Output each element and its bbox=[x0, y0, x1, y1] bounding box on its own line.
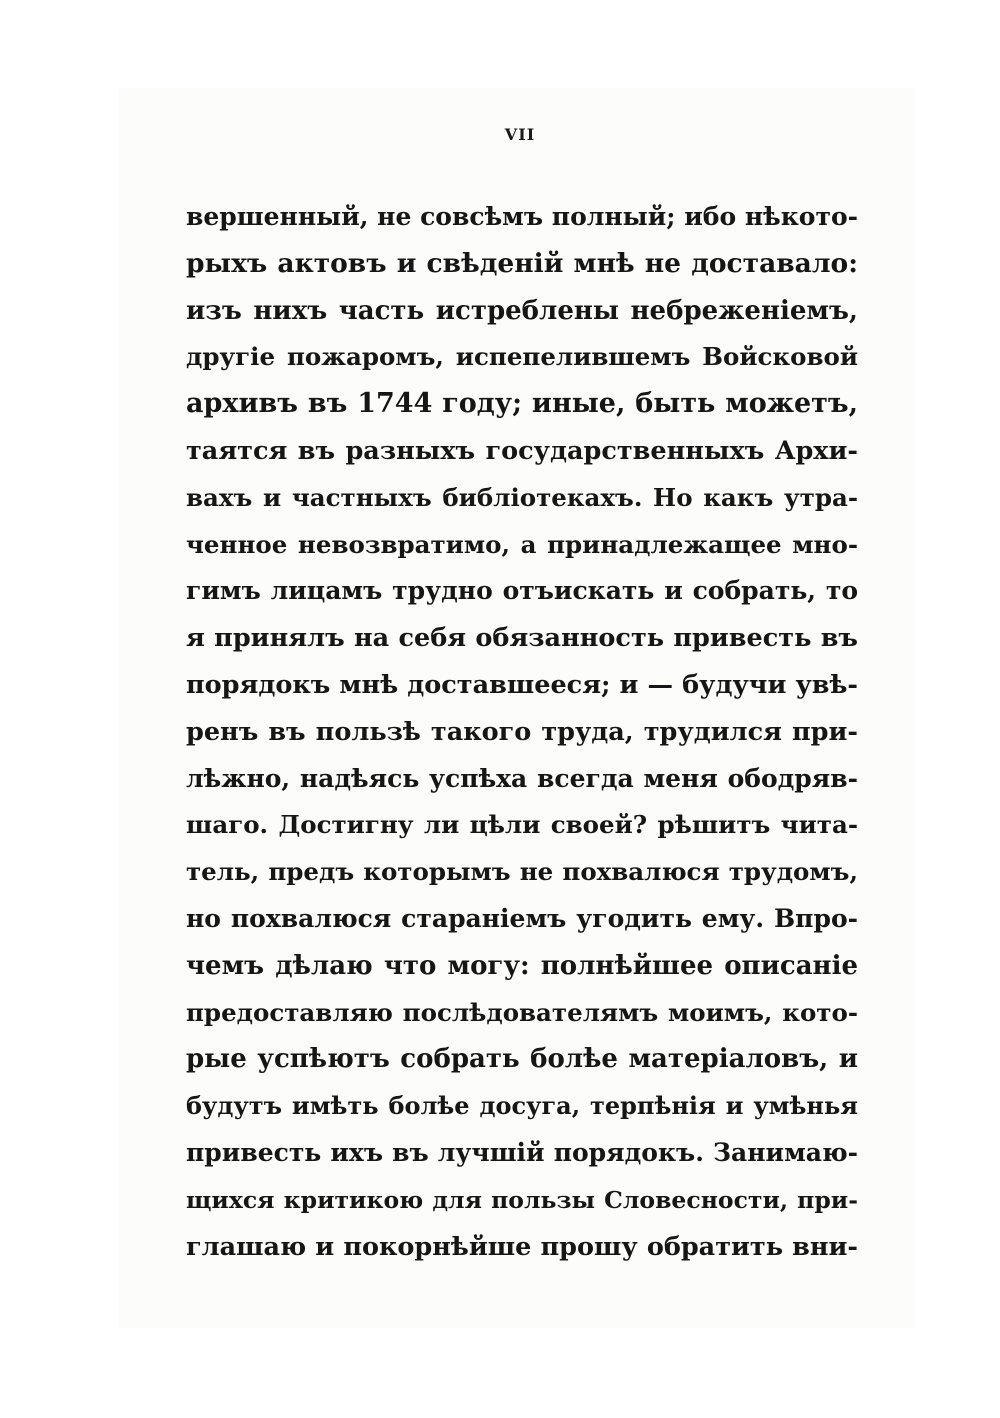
text-line: другіе пожаромъ, испепелившемъ Войсковой bbox=[186, 342, 858, 372]
page-number: VII bbox=[504, 125, 536, 144]
text-line: ченное невозвратимо, а принадлежащее мно- bbox=[186, 529, 858, 559]
text-line: рыхъ актовъ и свѣденій мнѣ не доставало: bbox=[186, 247, 858, 279]
text-line: шаго. Достигну ли цѣли своей? рѣшитъ чита- bbox=[186, 810, 858, 840]
text-line: архивъ въ 1744 году; иные, быть можетъ, bbox=[186, 388, 858, 420]
text-line: я принялъ на себя обязанность привесть въ bbox=[186, 623, 858, 654]
body-text bbox=[186, 194, 858, 1270]
text-line: предоставляю послѣдователямъ моимъ, кото- bbox=[186, 997, 858, 1027]
text-line: но похвалюся стараніемъ угодить ему. Впро- bbox=[186, 903, 858, 933]
text-line: тель, предъ которымъ не похвалюся трудомъ, bbox=[186, 857, 858, 887]
text-line: лѣжно, надѣясь успѣха всегда меня ободряв- bbox=[186, 763, 858, 793]
text-line: изъ нихъ часть истреблены небреженіемъ, bbox=[186, 295, 858, 326]
text-line: порядокъ мнѣ доставшееся; и — будучи увѣ- bbox=[186, 669, 858, 700]
text-line: вершенный, не совсѣмъ полный; ибо нѣкото- bbox=[186, 202, 858, 231]
text-line: будутъ имѣть болѣе досуга, терпѣнія и умѣнья bbox=[186, 1091, 858, 1121]
text-line: таятся въ разныхъ государственныхъ Архи- bbox=[186, 435, 858, 466]
text-line: привесть ихъ въ лучшій порядокъ. Занимаю- bbox=[186, 1137, 858, 1167]
text-line: рые успѣютъ собрать болѣе матеріаловъ, и bbox=[186, 1044, 858, 1075]
text-line: глашаю и покорнѣйше прошу обратить вни- bbox=[186, 1231, 858, 1262]
text-line: ренъ въ пользѣ такого труда, трудился при- bbox=[186, 716, 858, 747]
text-line: щихся критикою для пользы Словесности, при- bbox=[186, 1185, 858, 1214]
text-line: чемъ дѣлаю что могу: полнѣйшее описаніе bbox=[186, 950, 858, 981]
text-line: вахъ и частныхъ библіотекахъ. Но какъ утра- bbox=[186, 482, 858, 512]
text-line: гимъ лицамъ трудно отъискать и собрать, то bbox=[186, 576, 858, 606]
